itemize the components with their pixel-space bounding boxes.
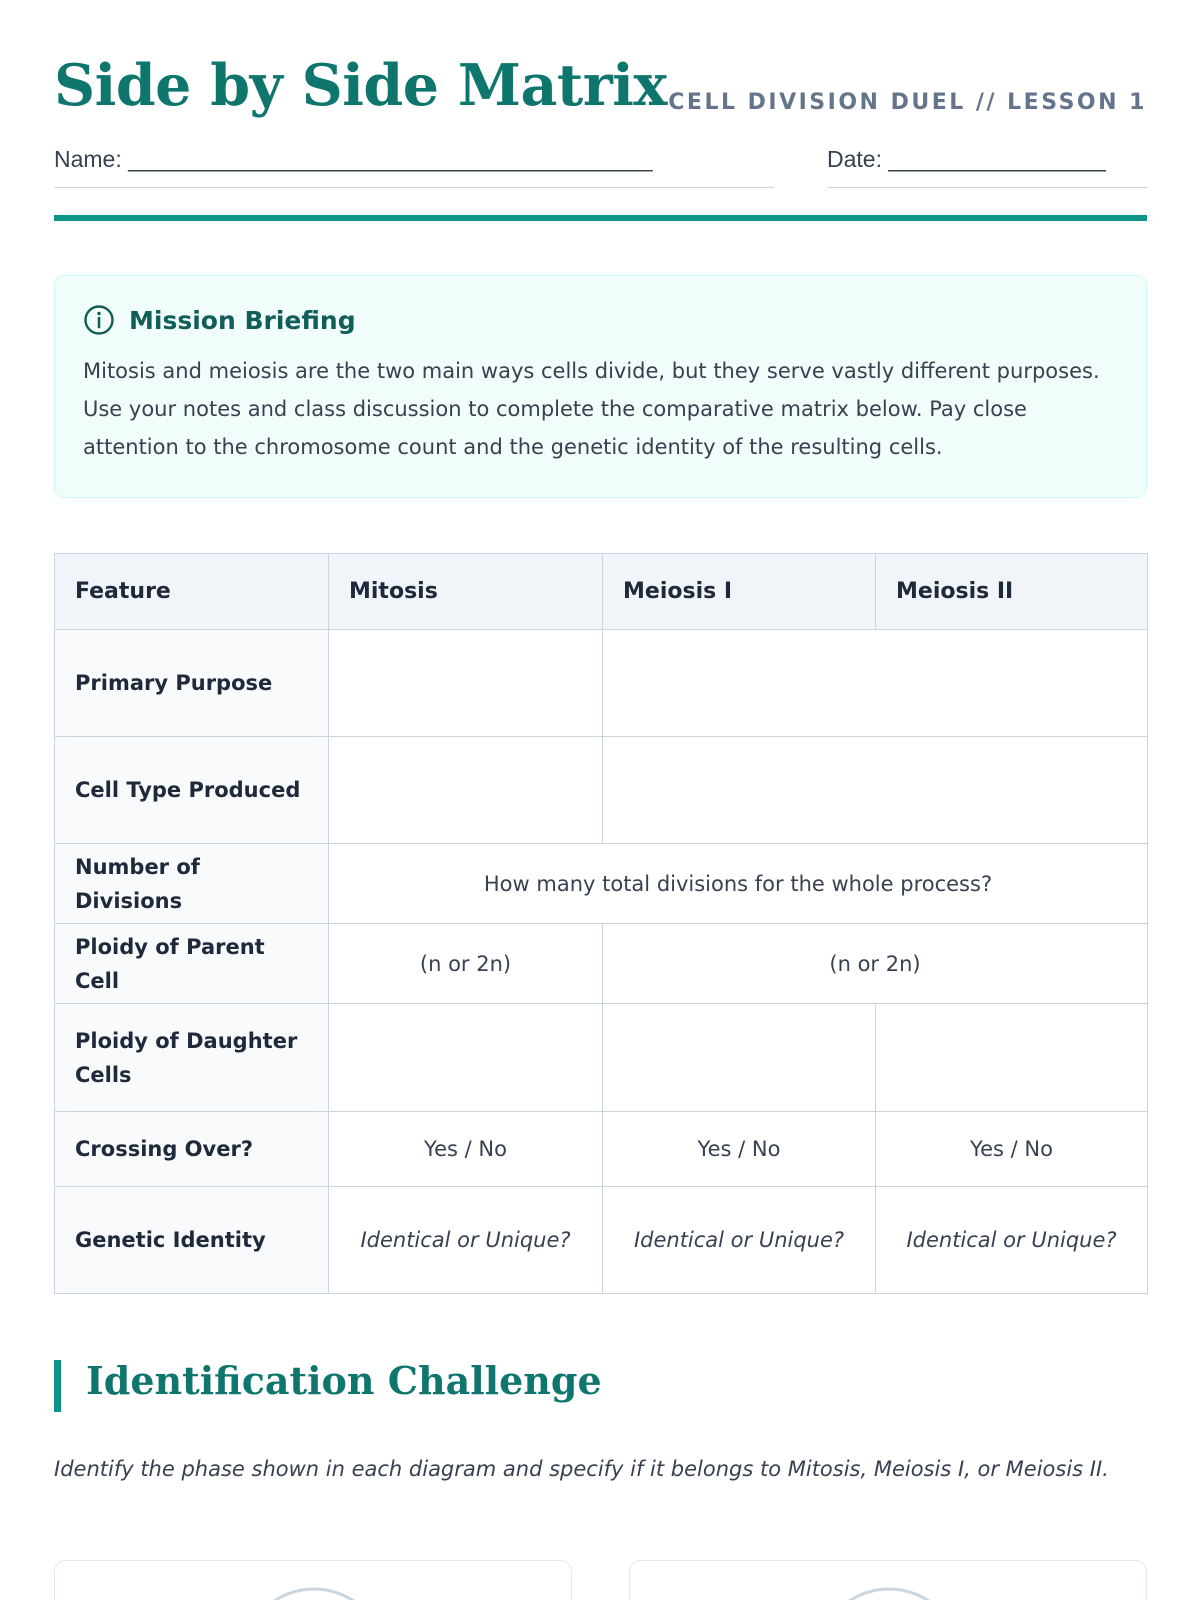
info-icon <box>83 304 115 336</box>
header-meiosis-2: Meiosis II <box>876 554 1148 630</box>
header-meiosis-1: Meiosis I <box>603 554 876 630</box>
header-feature: Feature <box>55 554 329 630</box>
row-label-crossing-over: Crossing Over? <box>55 1112 329 1187</box>
briefing-header <box>83 304 1118 336</box>
answer-cell-mitosis[interactable]: Yes / No <box>329 1112 603 1187</box>
header-divider <box>54 215 1147 221</box>
cell-diagram <box>630 1561 1147 1600</box>
answer-cell-meiosis-1[interactable]: Yes / No <box>603 1112 876 1187</box>
section-title: Identification Challenge <box>86 1358 602 1403</box>
section-instructions: Identify the phase shown in each diagram and specify if it belongs to Mitosis, Meiosis I, or Meiosis II. <box>54 1457 1109 1481</box>
row-label-parent-ploidy: Ploidy of Parent Cell <box>55 924 329 1004</box>
row-label-daughter-ploidy: Ploidy of Daughter Cells <box>55 1004 329 1112</box>
table-row <box>55 630 1148 737</box>
name-field[interactable]: Name: _________________________________________ <box>54 146 774 188</box>
answer-cell-meiosis-1[interactable] <box>603 1004 876 1112</box>
table-row <box>55 924 1148 1004</box>
comparison-matrix <box>54 553 1148 1294</box>
page-title: Side by Side Matrix <box>54 52 667 119</box>
answer-cell-meiosis-1[interactable]: Identical or Unique? <box>603 1187 876 1294</box>
table-row <box>55 1004 1148 1112</box>
header-mitosis: Mitosis <box>329 554 603 630</box>
answer-cell-meiosis[interactable]: (n or 2n) <box>603 924 1148 1004</box>
answer-cell-mitosis[interactable] <box>329 630 603 737</box>
answer-cell-meiosis[interactable] <box>603 737 1148 844</box>
answer-cell-mitosis[interactable] <box>329 737 603 844</box>
answer-cell-mitosis[interactable] <box>329 1004 603 1112</box>
answer-cell-mitosis[interactable]: (n or 2n) <box>329 924 603 1004</box>
table-row <box>55 844 1148 924</box>
diagram-card <box>629 1560 1147 1600</box>
briefing-text: Mitosis and meiosis are the two main ways cells divide, but they serve vastly different purposes. Use your notes and class discussion to complete the comparative matrix below. Pay close attention to the chromosome count and the genetic identity of the resulting cells. <box>83 359 1100 459</box>
matrix-header-row <box>55 554 1148 630</box>
table-row <box>55 737 1148 844</box>
row-label-number-of-divisions: Number of Divisions <box>55 844 329 924</box>
answer-cell-meiosis-2[interactable] <box>876 1004 1148 1112</box>
answer-cell-meiosis-2[interactable]: Identical or Unique? <box>876 1187 1148 1294</box>
table-row <box>55 1112 1148 1187</box>
lesson-label: CELL DIVISION DUEL // LESSON 1 <box>668 90 1147 115</box>
row-label-primary-purpose: Primary Purpose <box>55 630 329 737</box>
answer-cell-meiosis[interactable] <box>603 630 1148 737</box>
table-row <box>55 1187 1148 1294</box>
briefing-title: Mission Briefing <box>129 305 356 335</box>
date-field[interactable]: Date: _________________ <box>827 146 1147 188</box>
cell-diagram <box>55 1561 572 1600</box>
diagram-card <box>54 1560 572 1600</box>
answer-cell-mitosis[interactable]: Identical or Unique? <box>329 1187 603 1294</box>
mission-briefing-box <box>54 275 1147 498</box>
header <box>54 52 1147 122</box>
section-accent-bar <box>54 1360 61 1412</box>
answer-cell-meiosis-2[interactable]: Yes / No <box>876 1112 1148 1187</box>
row-label-cell-type: Cell Type Produced <box>55 737 329 844</box>
row-label-genetic-identity: Genetic Identity <box>55 1187 329 1294</box>
answer-cell-divisions[interactable]: How many total divisions for the whole process? <box>329 844 1148 924</box>
